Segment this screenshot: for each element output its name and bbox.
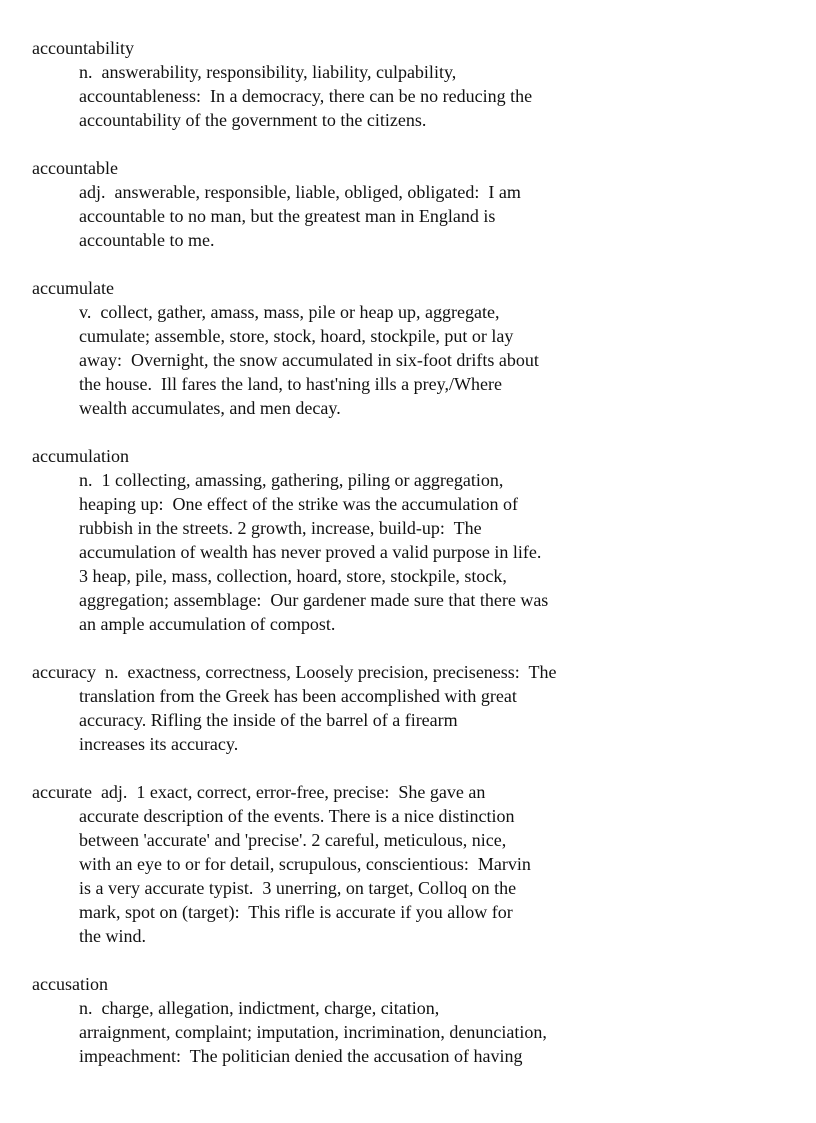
headword: accountability [32, 38, 134, 58]
headword: accountable [32, 158, 118, 178]
definition-line: cumulate; assemble, store, stock, hoard, stockpile, put or lay [79, 326, 514, 346]
definition-line: with an eye to or for detail, scrupulous, conscientious: Marvin [79, 854, 531, 874]
headword: accumulation [32, 446, 129, 466]
definition-line: increases its accuracy. [79, 734, 239, 754]
definition-line: rubbish in the streets. 2 growth, increase, build-up: The [79, 518, 482, 538]
definition-line: accurate description of the events. There is a nice distinction [79, 806, 515, 826]
definition-line: accuracy. Rifling the inside of the barrel of a firearm [79, 710, 458, 730]
headword-line: accurate adj. 1 exact, correct, error-free, precise: She gave an [32, 782, 486, 802]
headword: accumulate [32, 278, 114, 298]
headword-line: accuracy n. exactness, correctness, Loosely precision, preciseness: The [32, 662, 557, 682]
definition-line: accountableness: In a democracy, there can be no reducing the [79, 86, 533, 106]
definition-line: is a very accurate typist. 3 unerring, on target, Colloq on the [79, 878, 517, 898]
entry-accuracy [32, 660, 792, 756]
headword: accusation [32, 974, 108, 994]
definition-line: mark, spot on (target): This rifle is accurate if you allow for [79, 902, 513, 922]
definition-line: translation from the Greek has been accomplished with great [79, 686, 517, 706]
definition-line: between 'accurate' and 'precise'. 2 careful, meticulous, nice, [79, 830, 507, 850]
definition-line: the house. Ill fares the land, to hast'ning ills a prey,/Where [79, 374, 502, 394]
entry-accumulation [32, 444, 792, 636]
definition-line: impeachment: The politician denied the accusation of having [79, 1046, 523, 1066]
definition-line: aggregation; assemblage: Our gardener made sure that there was [79, 590, 549, 610]
definition-line: arraignment, complaint; imputation, incrimination, denunciation, [79, 1022, 547, 1042]
definition-line: the wind. [79, 926, 146, 946]
entry-accountability [32, 36, 792, 132]
definition-line: accountable to me. [79, 230, 215, 250]
entry-accumulate [32, 276, 792, 420]
definition-line: away: Overnight, the snow accumulated in six-foot drifts about [79, 350, 539, 370]
entry-accurate [32, 780, 792, 948]
definition-line: n. 1 collecting, amassing, gathering, piling or aggregation, [79, 470, 504, 490]
definition-line: v. collect, gather, amass, mass, pile or heap up, aggregate, [79, 302, 500, 322]
definition-line: accumulation of wealth has never proved a valid purpose in life. [79, 542, 542, 562]
definition-line: adj. answerable, responsible, liable, obliged, obligated: I am [79, 182, 521, 202]
definition-line: accountability of the government to the citizens. [79, 110, 427, 130]
entry-accusation [32, 972, 792, 1068]
definition-line: heaping up: One effect of the strike was the accumulation of [79, 494, 519, 514]
definition-line: accountable to no man, but the greatest man in England is [79, 206, 496, 226]
definition-line: an ample accumulation of compost. [79, 614, 336, 634]
definition-line: 3 heap, pile, mass, collection, hoard, store, stockpile, stock, [79, 566, 507, 586]
document-page [32, 36, 792, 1092]
definition-line: n. charge, allegation, indictment, charge, citation, [79, 998, 440, 1018]
definition-line: n. answerability, responsibility, liability, culpability, [79, 62, 457, 82]
definition-line: wealth accumulates, and men decay. [79, 398, 341, 418]
entry-accountable [32, 156, 792, 252]
